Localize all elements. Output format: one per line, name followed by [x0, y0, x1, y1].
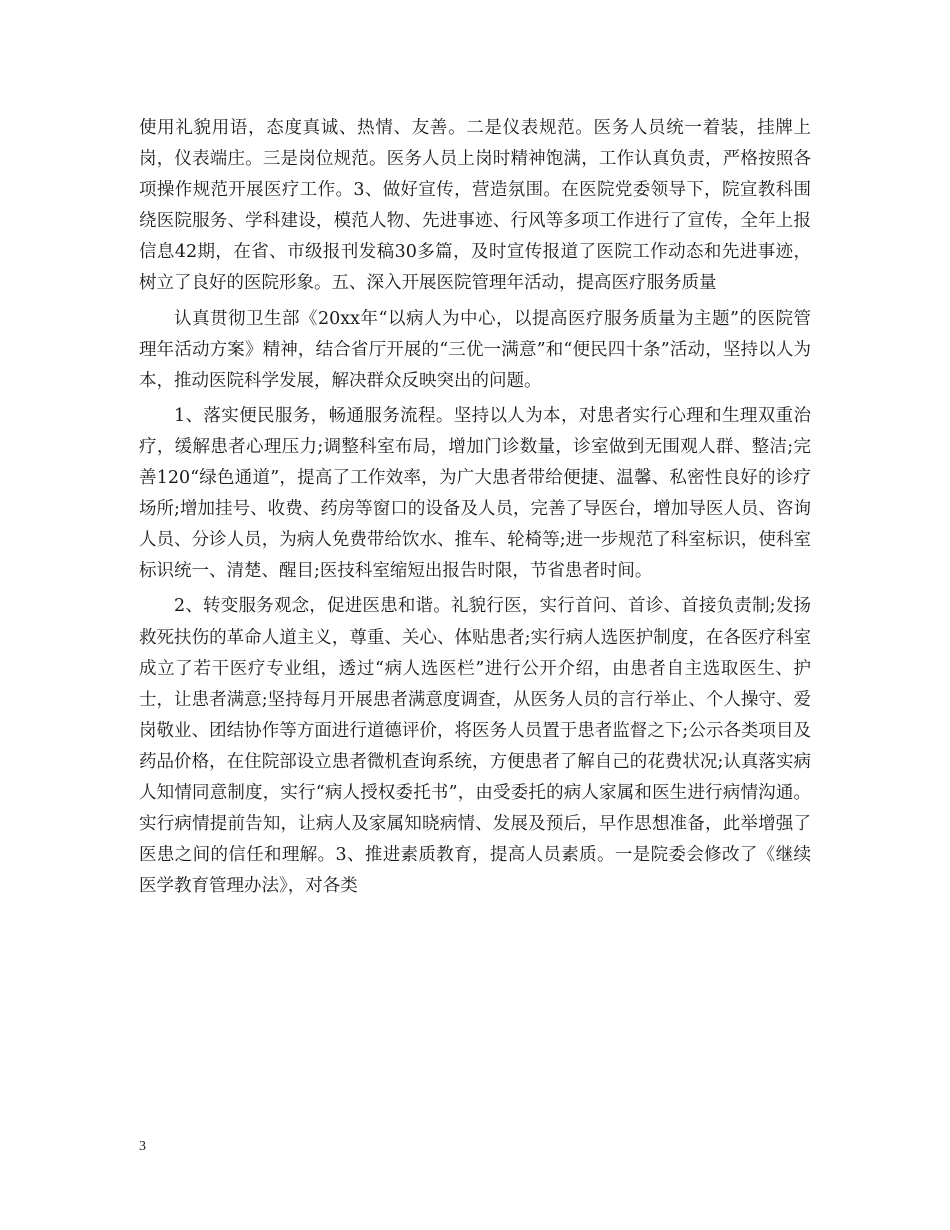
- paragraph-continuation: 使用礼貌用语，态度真诚、热情、友善。二是仪表规范。医务人员统一着装，挂牌上岗，仪表端庄。三是岗位规范。医务人员上岗时精神饱满，工作认真负责，严格按照各项操作规范开展医疗工作。3、做好宣传，营造氛围。在医院党委领导下，院宣教科围绕医院服务、学科建设，模范人物、先进事迹、行风等多项工作进行了宣传，全年上报信息42期，在省、市级报刊发稿30多篇，及时宣传报道了医院工作动态和先进事迹，树立了良好的医院形象。五、深入开展医院管理年活动，提高医疗服务质量: [139, 118, 811, 294]
- page-number: 3: [139, 1139, 146, 1154]
- paragraph-service-concept: 2、转变服务观念，促进医患和谐。礼貌行医，实行首问、首诊、首接负责制;发扬救死扶伤的革命人道主义，尊重、关心、体贴患者;实行病人选医护制度，在各医疗科室成立了若干医疗专业组，透过“病人选医栏”进行公开介绍，由患者自主选取医生、护士，让患者满意;坚持每月开展患者满意度调查，从医务人员的言行举止、个人操守、爱岗敬业、团结协作等方面进行道德评价，将医务人员置于患者监督之下;公示各类项目及药品价格，在住院部设立患者微机查询系统，方便患者了解自己的花费状况;认真落实病人知情同意制度，实行“病人授权委托书”，由受委托的病人家属和医生进行病情沟通。实行病情提前告知，让病人及家属知晓病情、发展及预后，早作思想准备，此举增强了医患之间的信任和理解。3、推进素质教育，提高人员素质。一是院委会修改了《继续医学教育管理办法》，对各类: [139, 596, 811, 897]
- document-body: [139, 113, 811, 906]
- paragraph-hospital-management-year: 认真贯彻卫生部《20xx年“以病人为中心，以提高医疗服务质量为主题”的医院管理年活动方案》精神，结合省厅开展的“三优一满意”和“便民四十条”活动，坚持以人为本，推动医院科学发展，解决群众反映突出的问题。: [139, 308, 811, 391]
- paragraph-convenience-services: 1、落实便民服务，畅通服务流程。坚持以人为本，对患者实行心理和生理双重治疗，缓解患者心理压力;调整科室布局，增加门诊数量，诊室做到无围观人群、整洁;完善120“绿色通道”，提高了工作效率，为广大患者带给便捷、温馨、私密性良好的诊疗场所;增加挂号、收费、药房等窗口的设备及人员，完善了导医台，增加导医人员、咨询人员、分诊人员，为病人免费带给饮水、推车、轮椅等;进一步规范了科室标识，使科室标识统一、清楚、醒目;医技科室缩短出报告时限，节省患者时间。: [139, 405, 811, 582]
